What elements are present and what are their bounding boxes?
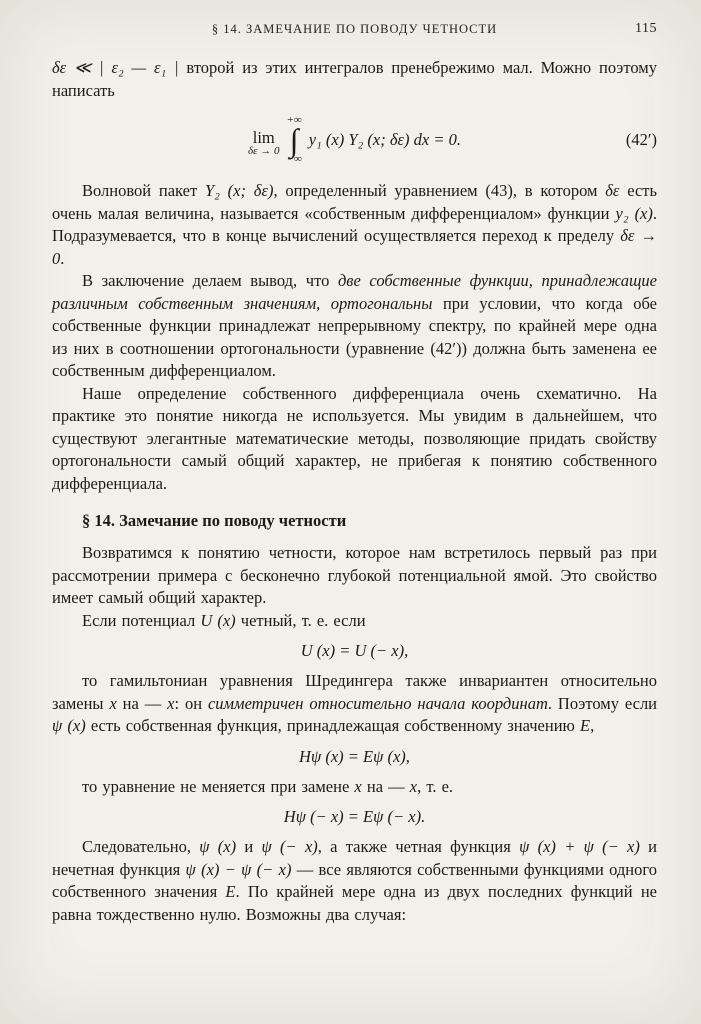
text-run: ψ (x) (52, 716, 86, 735)
text-run: x (409, 776, 418, 796)
limit-operator (248, 129, 279, 158)
paragraph-hamiltonian (52, 670, 657, 738)
paragraph-conclusion (52, 270, 657, 383)
text-run: , а также четная функция (317, 837, 520, 856)
text-run: четный, т. е. если (235, 610, 366, 630)
paragraph-even-potential (52, 610, 657, 633)
paragraph-parity-intro (52, 542, 657, 610)
limit-subscript: δε → 0 (248, 144, 280, 157)
integral-sign: ∫ (289, 121, 299, 158)
text-run: . (60, 248, 65, 268)
text-run: ψ (x) + ψ (− x) (519, 837, 640, 856)
text-run: ψ (x) − ψ (− x) (185, 859, 292, 879)
page-number: 115 (635, 21, 657, 36)
text-run: и (236, 837, 262, 856)
text-run: δε (605, 181, 620, 200)
text-run: , определенный уравнением (43), в котором (273, 181, 606, 200)
text-run: Наше определение собственного дифференциала очень схематично. На практике это понятие никогда не используется. Мы увидим в дальнейшем, что существуют элегантные математические методы, позволяющие придать свойству ортогональности самый общий характер, не прибегая к понятию собственного дифференциала. (52, 383, 657, 493)
text-run: и нечетная функция (52, 837, 657, 879)
text-run: то гамильтониан уравнения Шредингера также инвариантен относительно замены (52, 671, 657, 713)
text-run: В заключение делаем вывод, что (82, 271, 338, 290)
text-run: δε → 0 (52, 226, 657, 268)
text-run: x (167, 693, 175, 713)
text-run: Следовательно, (82, 837, 200, 856)
equation-even-potential: U (x) = U (− x), (300, 641, 409, 660)
section-heading: § 14. Замечание по поводу четности (82, 511, 347, 530)
text-run: x (354, 776, 362, 796)
text-run: y₂ (x) (615, 203, 653, 223)
text-run: , (590, 716, 595, 735)
text-run: : он (174, 693, 208, 713)
text-run: Если потенциал (82, 610, 201, 630)
text-run: симметричен относительно начала координат (207, 693, 548, 713)
paragraph-intro (52, 57, 657, 102)
text-run: U (x) (200, 610, 236, 630)
paragraph-eigendifferential-note (52, 383, 657, 496)
integral-lower-limit: −∞ (286, 153, 302, 166)
equation-number-42: (42′) (625, 130, 657, 149)
integral-upper-limit: +∞ (286, 113, 302, 126)
text-run: E (580, 716, 591, 735)
text-run: при условии, что когда обе собственные функции принадлежат непрерывному спектру, по крайней мере одна из них в соотношении ортогональности (уравнение (42′)) должна быть заменена ее собственным дифференциалом. (52, 293, 657, 380)
text-run: E (225, 882, 236, 901)
integrand: y₁ (x) Y₂ (x; δε) dx = 0. (308, 129, 461, 149)
paragraph-wave-packet (52, 180, 657, 270)
text-run: . По крайней мере одна из двух последних функций не равна тождественно нулю. Возможны два случая: (52, 882, 657, 924)
text-run: Y₂ (x; δε) (204, 181, 274, 200)
equation-schrodinger-mirror: Hψ (− x) = Eψ (− x). (283, 807, 426, 826)
text-run: то уравнение не меняется при замене (82, 776, 355, 796)
text-run: δε ≪ | ε₂ — ε₁ | (52, 58, 179, 77)
paragraph-even-odd-functions (52, 836, 657, 926)
text-run: — все являются собственными функциями одного собственного значения (52, 859, 657, 901)
text-run: есть очень малая величина, называется «собственным дифференциалом» функции (52, 181, 657, 223)
text-run: есть собственная функция, принадлежащая собственному значению (85, 716, 580, 735)
text-run: ψ (− x) (261, 837, 318, 856)
text-run: , т. е. (417, 776, 454, 796)
text-run: Волновой пакет (82, 181, 205, 200)
text-run: на — (116, 693, 168, 713)
limit-label: lim (252, 127, 275, 147)
integral-group (286, 115, 301, 166)
text-run: x (109, 693, 117, 713)
text-run: ψ (x) (199, 837, 237, 856)
text-run: на — (361, 776, 410, 796)
paragraph-substitution (52, 776, 657, 799)
running-header-title: § 14. ЗАМЕЧАНИЕ ПО ПОВОДУ ЧЕТНОСТИ (211, 22, 498, 36)
text-run: . Подразумевается, что в конце вычислений осуществляется переход к пределу (52, 203, 658, 245)
text-run: две собственные функции, принадлежащие различным собственным значениям, ортогональны (52, 271, 657, 313)
equation-42-body (248, 115, 461, 166)
text-run: второй из этих интегралов пренебрежимо мал. Можно поэтому написать (52, 58, 657, 100)
running-header (52, 22, 657, 37)
equation-42 (52, 112, 657, 168)
text-run: . Поэтому если (547, 693, 658, 713)
text-run: Возвратимся к понятию четности, которое нам встретилось первый раз при рассмотрении примера с бесконечно глубокой потенциальной ямой. Это свойство имеет самый общий характер. (52, 543, 657, 607)
equation-schrodinger: Hψ (x) = Eψ (x), (299, 746, 410, 766)
